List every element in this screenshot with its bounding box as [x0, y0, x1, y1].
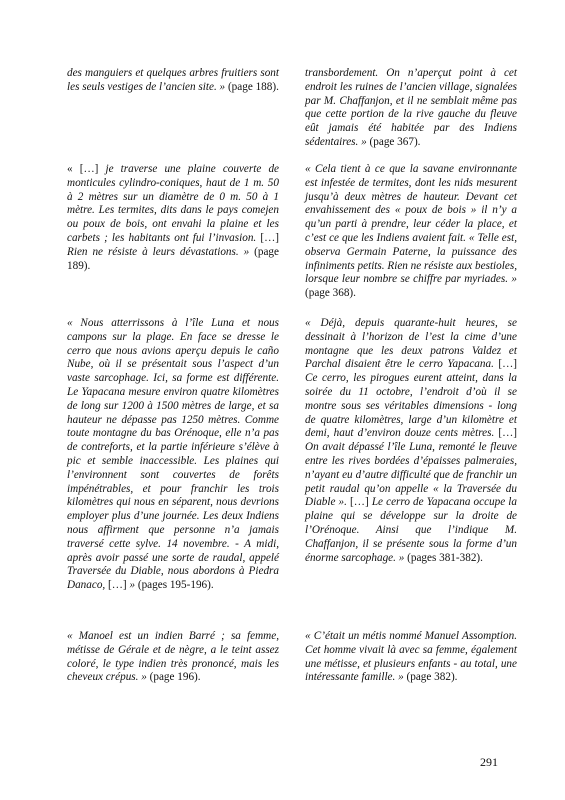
quote-text: des manguiers et quelques arbres fruitiers sont les seuls vestiges de l’ancien site. »	[67, 67, 279, 93]
quote-text: « Déjà, depuis quarante-huit heures, se dessinait à l’horizon de l’est la cime d’une montagne que les deux patrons Valdez et Parchal disaient être le cerro Yapacana.	[305, 317, 517, 371]
quote-text: « Nous atterrissons à l’île Luna et nous campons sur la plage. En face se dresse le cerro que nous avions aperçu depuis le caño Nube, où il se présentait sous l’aspect d’un vaste sarcophage. Ici, sa forme est différente. Le Yapacana mesure environ quatre kilomètres de long sur 1200 à 1500 mètres de large, et sa hauteur ne dépasse pas 1250 mètres. Comme toute montagne du bas Orénoque, elle n’a pas de contreforts, et la partie inférieure s’élève à pic et semble inaccessible. Les plaines qui l’environnent sont couvertes de forêts impénétrables, et pour franchir les trois kilomètres qui nous en séparent, nous devrions employer plus d’une journée. Les deux Indiens nous affirment que personne n’a jamais traversé cette sylve. 14 novembre. - A midi, après avoir passé une sorte de raudal, appelé Traversée du Diable, nous abordons à Piedra Danaco,	[67, 317, 279, 592]
citation-text: […]	[105, 579, 130, 592]
citation-text: (page 188).	[225, 80, 279, 93]
page-number: 291	[480, 755, 498, 769]
quote-text: On avait dépassé l’île Luna, remonté le fleuve entre les rives bordées d’épaisses palmeraies, n’ayant eu d’autre difficulté que de franchir un petit raudal qu’on appelle « la Traversée du Diable ».	[305, 441, 517, 509]
citation-text: (page 196).	[146, 671, 201, 684]
quote-block	[305, 67, 517, 150]
citation-text: (pages 195-196).	[135, 579, 214, 592]
quote-text: je traverse une plaine couverte de monticules cylindro-coniques, haut de 1 m. 50 à 2 mètres sur un diamètre de 0 m. 50 à 1 mètre. Les termites, dits dans le pays comejen ou poux de bois, ont envahi la plaine et les carbets ; les habitants ont fui l’invasion.	[67, 163, 280, 244]
citation-text: (pages 381-382).	[404, 551, 483, 564]
citation-text: […]	[346, 496, 372, 509]
quote-text: Ce cerro, les pirogues eurent atteint, dans la soirée du 11 octobre, l’endroit d’où il se montre sous ses véritables dimensions - long de quatre kilomètres, large d’un kilomètre et demi, haut d’environ douze cents mètres.	[305, 372, 517, 440]
quote-text: « C’était un métis nommé Manuel Assomption. Cet homme vivait là avec sa femme, également une métisse, et plusieurs enfants - au total, une intéressante famille. »	[305, 630, 517, 684]
quote-block	[67, 67, 279, 95]
quote-text: Le cerro de Yapacana occupe la plaine qui se développe sur la droite de l’Orénoque. Ainsi que l’indique M. Chaffanjon, il se présente sous la forme d’un énorme sarcophage. »	[305, 496, 518, 564]
quote-text: « Cela tient à ce que la savane environnante est infestée de termites, dont les nids mesurent jusqu’à deux mètres de hauteur. Devant cet envahissement des « poux de bois » il n’y a qu’un parti à prendre, leur céder la place, et c’est ce que les Indiens avaient fait. « Telle est, observa Germain Paterne, la puissance des infiniments petits. Rien ne résiste aux bestioles, lorsque leur nombre se chiffre par myriades. »	[305, 163, 517, 286]
quote-text: Rien ne résiste à leurs dévastations. »	[67, 245, 250, 258]
quote-block	[305, 630, 517, 685]
citation-text: (page 382).	[403, 671, 458, 684]
citation-text: […]	[256, 231, 279, 244]
quote-block	[67, 630, 279, 685]
quote-text: »	[129, 579, 136, 592]
citation-text: (page 368).	[305, 287, 356, 300]
quote-text: « Manoel est un indien Barré ; sa femme, métisse de Gérale et de nègre, a le teint assez coloré, le type indien très prononcé, mais les cheveux crépus. »	[67, 630, 279, 684]
quote-text: transbordement. On n’aperçut point à cet endroit les ruines de l’ancien village, signalées par M. Chaffanjon, et il ne semblait même pas que cette portion de la rive gauche du fleuve eût jamais été habitée par des Indiens sédentaires. »	[305, 67, 517, 148]
citation-text: (page 367).	[366, 135, 421, 148]
quote-block	[67, 317, 279, 593]
citation-text: (page 189).	[67, 245, 279, 272]
quote-block	[305, 163, 517, 301]
citation-text: « […]	[67, 163, 106, 175]
quote-block	[305, 317, 517, 565]
citation-text: […]	[494, 427, 517, 440]
citation-text: […]	[493, 358, 517, 371]
quote-block	[67, 163, 279, 273]
